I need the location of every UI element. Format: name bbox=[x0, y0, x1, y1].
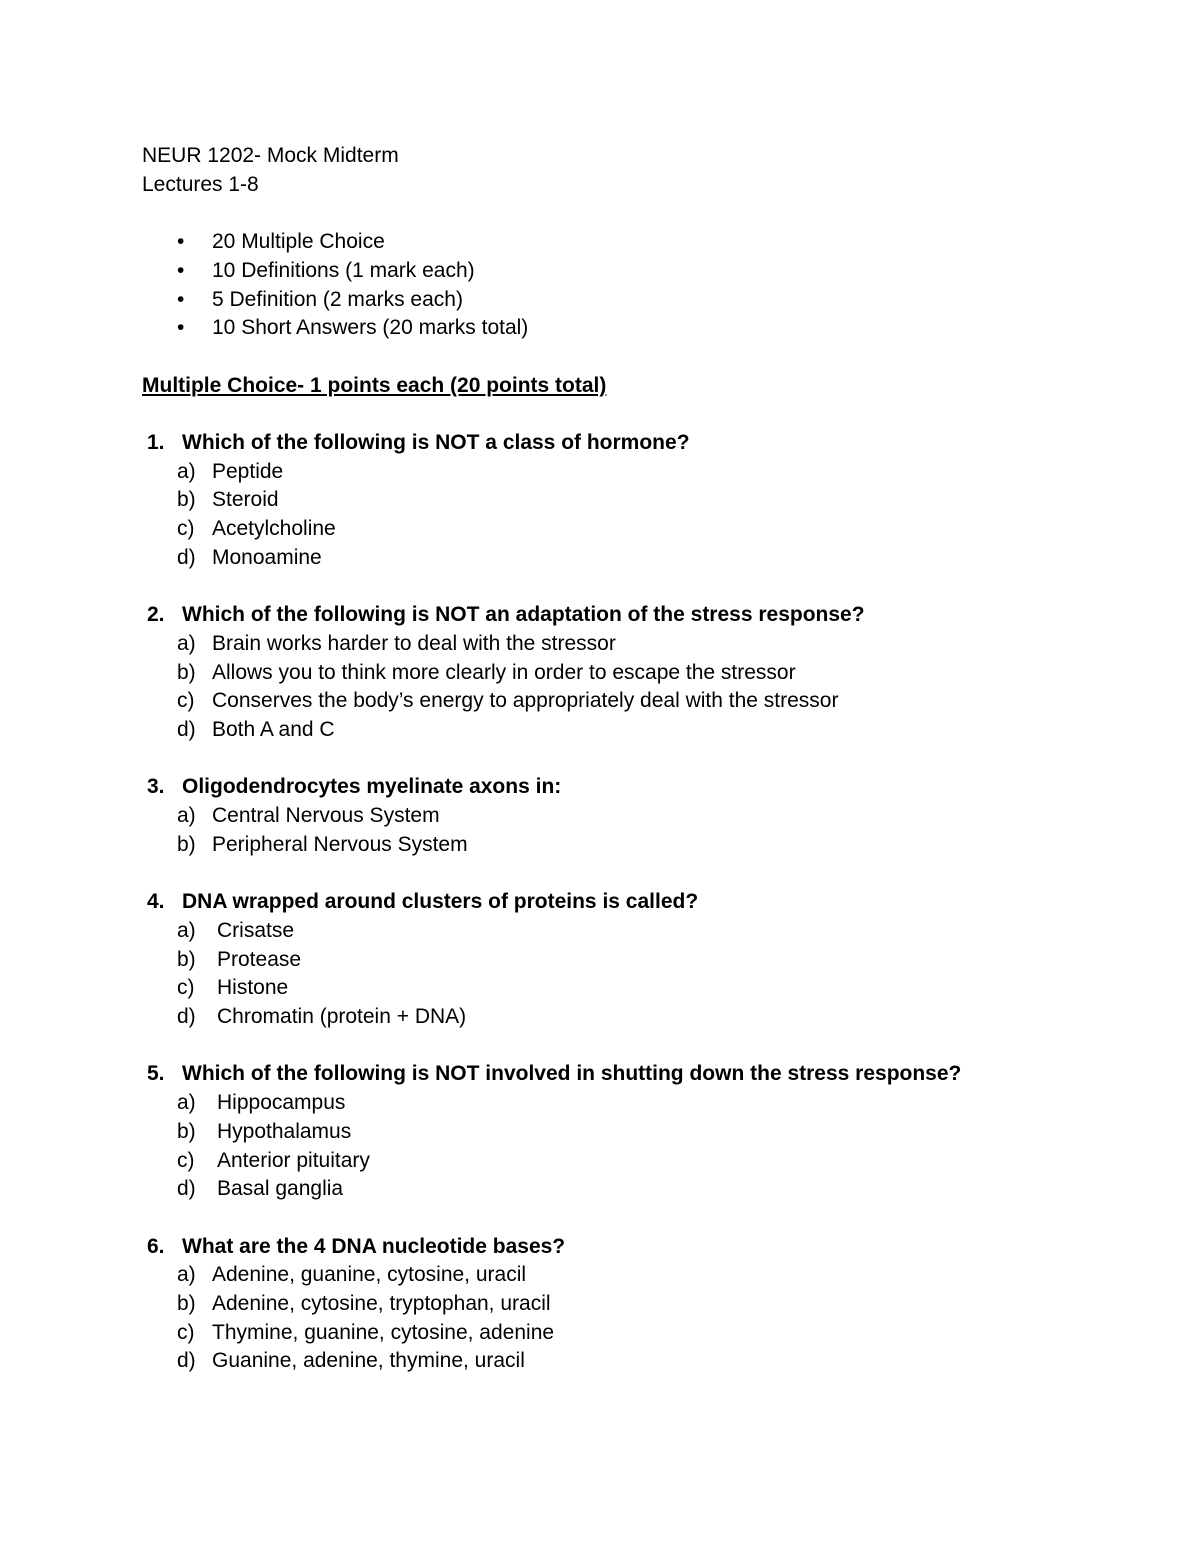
question-text: Which of the following is NOT a class of hormone? bbox=[182, 430, 690, 454]
bullet-icon: • bbox=[177, 316, 185, 340]
question-text: Which of the following is NOT an adaptation of the stress response? bbox=[182, 603, 865, 627]
option-d: d) Both A and C bbox=[177, 718, 335, 741]
question-list bbox=[142, 429, 1102, 1376]
option-list bbox=[142, 1089, 1102, 1204]
option-b: b) Allows you to think more clearly in order to escape the stressor bbox=[177, 660, 796, 684]
question-text: Oligodendrocytes myelinate axons in: bbox=[182, 775, 562, 799]
question-4 bbox=[142, 888, 1102, 1032]
option-a: a) Hippocampus bbox=[177, 1091, 346, 1115]
option-a: a) Central Nervous System bbox=[177, 804, 440, 828]
question-text: Which of the following is NOT involved in shutting down the stress response? bbox=[182, 1062, 962, 1086]
list-item: • 5 Definition (2 marks each) bbox=[142, 286, 1102, 315]
bullet-icon: • bbox=[177, 287, 185, 311]
question-5 bbox=[142, 1060, 1102, 1204]
exam-structure-list bbox=[142, 228, 1102, 343]
option-c: c) Conserves the body’s energy to appropriately deal with the stressor bbox=[177, 689, 839, 713]
lectures-range: Lectures 1-8 bbox=[142, 172, 259, 196]
question-number: 1. bbox=[147, 430, 165, 454]
option-list bbox=[142, 917, 1102, 1032]
question-1 bbox=[142, 429, 1102, 573]
option-d: d) Chromatin (protein + DNA) bbox=[177, 1005, 467, 1028]
option-b: b) Protease bbox=[177, 947, 302, 971]
question-6 bbox=[142, 1233, 1102, 1377]
option-c: c) Anterior pituitary bbox=[177, 1148, 370, 1172]
option-a: a) Adenine, guanine, cytosine, uracil bbox=[177, 1263, 527, 1287]
question-number: 5. bbox=[147, 1062, 165, 1086]
bullet-icon: • bbox=[177, 258, 185, 282]
option-a: a) Peptide bbox=[177, 459, 284, 483]
section-heading: Multiple Choice- 1 points each (20 points total) bbox=[142, 373, 607, 397]
question-number: 3. bbox=[147, 775, 165, 799]
option-a: a) Crisatse bbox=[177, 918, 295, 942]
option-c: c) Acetylcholine bbox=[177, 517, 336, 541]
option-list bbox=[142, 458, 1102, 573]
list-item: • 20 Multiple Choice bbox=[142, 228, 1102, 257]
bullet-icon: • bbox=[177, 230, 185, 254]
question-number: 6. bbox=[147, 1234, 165, 1258]
option-list bbox=[142, 802, 1102, 859]
question-3 bbox=[142, 773, 1102, 859]
list-item: • 10 Definitions (1 mark each) bbox=[142, 257, 1102, 286]
option-c: c) Histone bbox=[177, 976, 289, 1000]
option-b: b) Hypothalamus bbox=[177, 1119, 352, 1143]
question-text: What are the 4 DNA nucleotide bases? bbox=[182, 1234, 566, 1258]
question-2 bbox=[142, 601, 1102, 745]
option-a: a) Brain works harder to deal with the stressor bbox=[177, 631, 616, 655]
option-c: c) Thymine, guanine, cytosine, adenine bbox=[177, 1320, 555, 1344]
option-list bbox=[142, 630, 1102, 745]
document-page bbox=[142, 142, 1102, 1405]
option-d: d) Guanine, adenine, thymine, uracil bbox=[177, 1349, 525, 1373]
question-number: 4. bbox=[147, 890, 165, 914]
option-b: b) Peripheral Nervous System bbox=[177, 832, 468, 856]
option-list bbox=[142, 1261, 1102, 1376]
question-number: 2. bbox=[147, 603, 165, 627]
course-title: NEUR 1202- Mock Midterm bbox=[142, 144, 399, 167]
question-text: DNA wrapped around clusters of proteins is called? bbox=[182, 890, 699, 914]
option-d: d) Basal ganglia bbox=[177, 1177, 344, 1201]
list-item: • 10 Short Answers (20 marks total) bbox=[142, 314, 1102, 343]
option-b: b) Steroid bbox=[177, 488, 279, 512]
option-b: b) Adenine, cytosine, tryptophan, uracil bbox=[177, 1292, 551, 1315]
option-d: d) Monoamine bbox=[177, 545, 322, 569]
